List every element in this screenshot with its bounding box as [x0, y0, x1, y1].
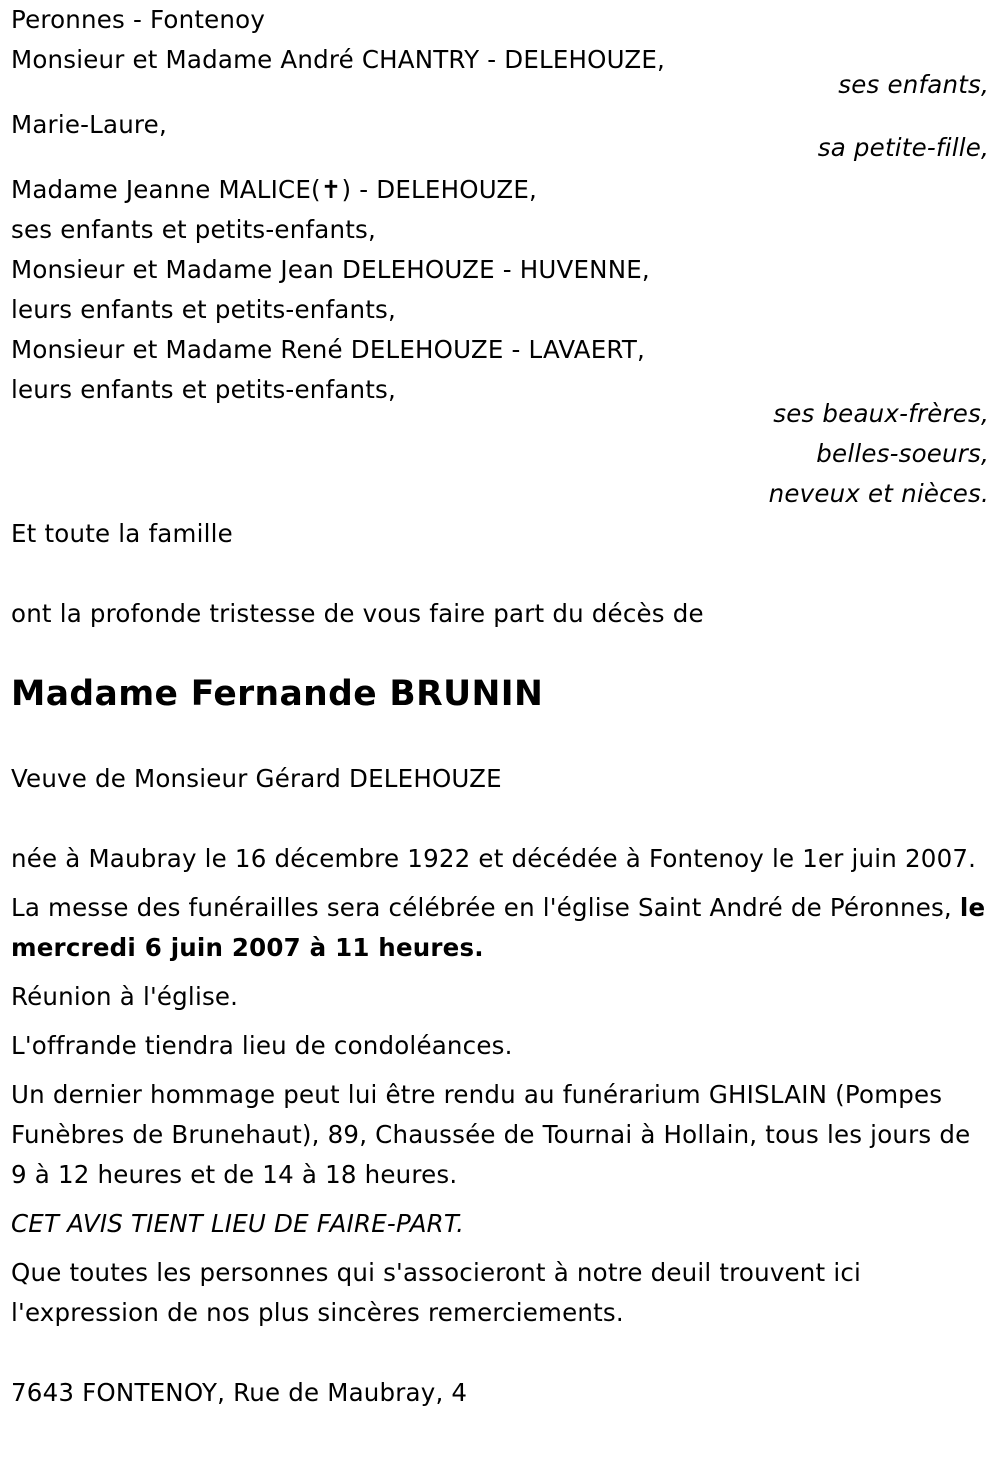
in-law-line: Monsieur et Madame René DELEHOUZE - LAVAERT,	[11, 335, 645, 364]
in-laws-role: belles-soeurs,	[816, 439, 989, 468]
deceased-name: Madame Fernande BRUNIN	[11, 674, 544, 714]
in-law-line: leurs enfants et petits-enfants,	[11, 295, 397, 324]
in-law-line: Monsieur et Madame Jean DELEHOUZE - HUVENNE,	[11, 255, 650, 284]
notice-paragraph: CET AVIS TIENT LIEU DE FAIRE-PART.	[11, 1209, 465, 1238]
in-law-malice-name: Madame Jeanne MALICE(	[11, 175, 321, 204]
thanks-paragraph: Que toutes les personnes qui s'associeront à notre deuil trouvent ici l'expression de nos plus sincères remerciements.	[11, 1258, 862, 1327]
cross-icon: ✝	[320, 175, 342, 204]
in-laws-role: neveux et nièces.	[768, 479, 989, 508]
widow-of-line: Veuve de Monsieur Gérard DELEHOUZE	[11, 764, 502, 793]
in-law-line: leurs enfants et petits-enfants,	[11, 375, 397, 404]
granddaughter-line: Marie-Laure,	[11, 110, 167, 139]
funeral-mass-date: le mercredi 6 juin 2007 à 11 heures.	[11, 893, 986, 962]
announcement-line: ont la profonde tristesse de vous faire part du décès de	[11, 599, 704, 628]
children-line: Monsieur et Madame André CHANTRY - DELEHOUZE,	[11, 45, 665, 74]
location-line: Peronnes - Fontenoy	[11, 5, 266, 34]
in-law-line: ses enfants et petits-enfants,	[11, 215, 376, 244]
funeral-mass-text: La messe des funérailles sera célébrée en l'église Saint André de Péronnes,	[11, 893, 952, 922]
in-law-malice-suffix: ) - DELEHOUZE,	[341, 175, 538, 204]
in-laws-role: ses beaux-frères,	[773, 399, 989, 428]
address-line: 7643 FONTENOY, Rue de Maubray, 4	[11, 1378, 468, 1407]
offering-paragraph: L'offrande tiendra lieu de condoléances.	[11, 1031, 513, 1060]
meeting-paragraph: Réunion à l'église.	[11, 982, 239, 1011]
tribute-paragraph: Un dernier hommage peut lui être rendu au funérarium GHISLAIN (Pompes Funèbres de Brunehaut), 89, Chaussée de Tournai à Hollain, tous les jours de 9 à 12 heures et de 14 à 18 heures.	[11, 1080, 971, 1189]
obituary-document	[11, 0, 989, 1413]
birth-death-paragraph: née à Maubray le 16 décembre 1922 et décédée à Fontenoy le 1er juin 2007.	[11, 844, 977, 873]
funeral-mass-paragraph	[11, 888, 989, 968]
in-law-malice	[11, 170, 989, 210]
granddaughter-role: sa petite-fille,	[817, 133, 989, 162]
whole-family-line: Et toute la famille	[11, 519, 233, 548]
children-role: ses enfants,	[838, 70, 989, 99]
